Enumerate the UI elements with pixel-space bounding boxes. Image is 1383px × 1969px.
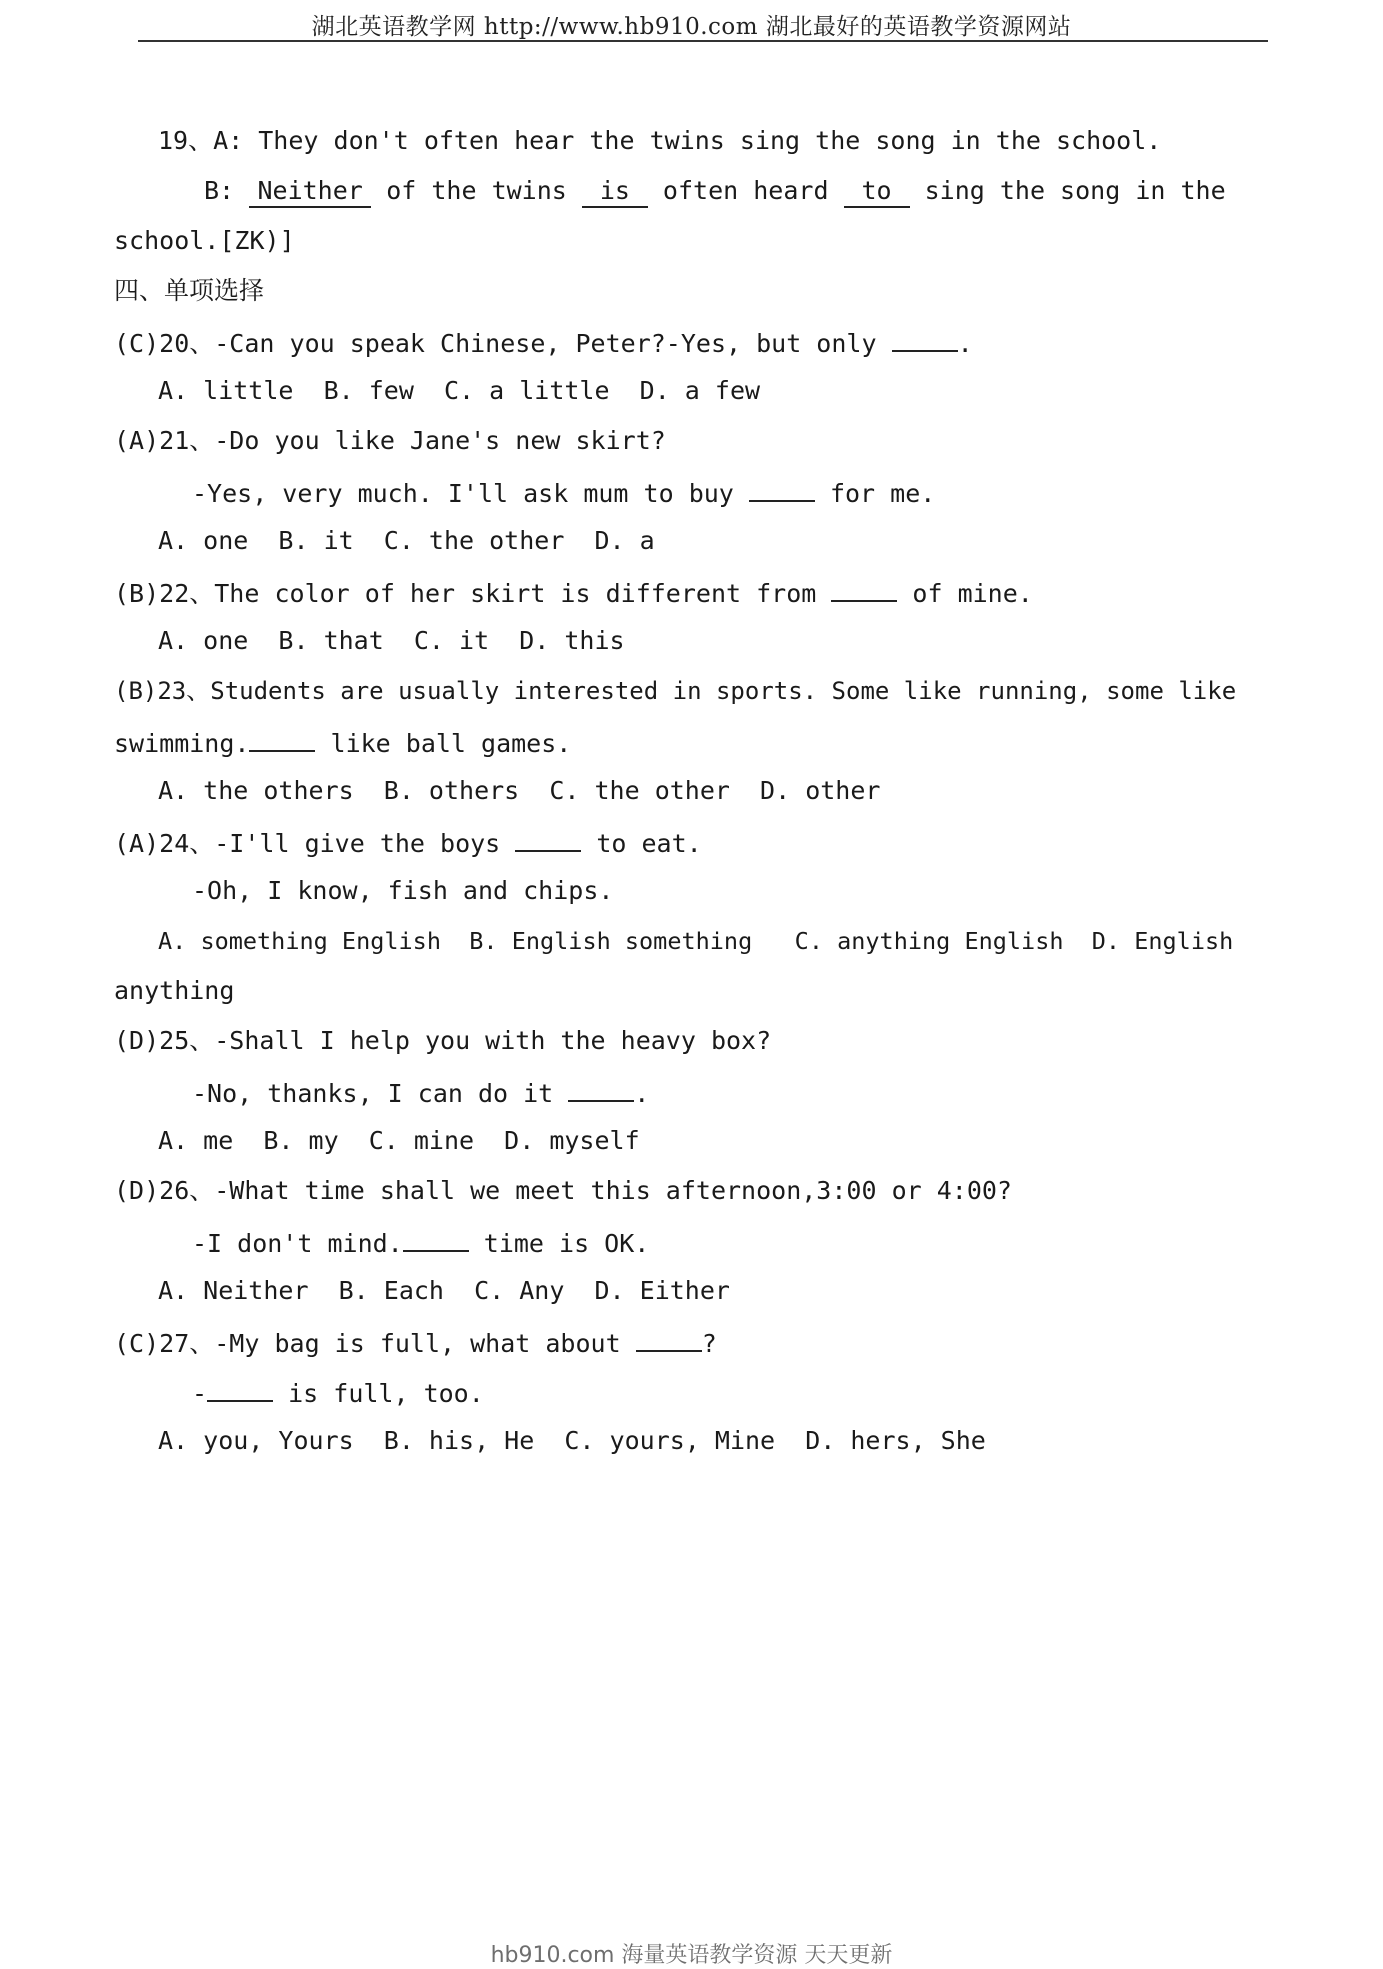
q22-options: A. one B. that C. it D. this: [158, 626, 625, 655]
q26-stem: (D)26、-What time shall we meet this afternoon,3:00 or 4:00?: [114, 1176, 1012, 1205]
q23-wrap-text: swimming.: [114, 729, 250, 758]
q24-stem: [114, 826, 702, 859]
q19-a-line: 19、A: They don't often hear the twins sing the song in the school.: [158, 126, 1162, 155]
q25-reply-end: .: [634, 1079, 650, 1108]
q27-options: A. you, Yours B. his, He C. yours, Mine D. hers, She: [158, 1426, 986, 1455]
q25-options: A. me B. my C. mine D. myself: [158, 1126, 640, 1155]
q27-blank-1: [636, 1326, 702, 1352]
q22-stem: [114, 576, 1033, 609]
q26-options: A. Neither B. Each C. Any D. Either: [158, 1276, 730, 1305]
q21-options: A. one B. it C. the other D. a: [158, 526, 655, 555]
q21-reply-end: for me.: [814, 479, 936, 508]
header-divider: [138, 40, 1268, 42]
q24-stem-end: to eat.: [581, 829, 702, 858]
q27-blank-2: [207, 1376, 273, 1402]
q26-blank: [403, 1226, 469, 1252]
q27-reply-dash: -: [192, 1379, 208, 1408]
q20-blank: [892, 326, 958, 352]
section-title: 四、单项选择: [114, 276, 265, 305]
q23-stem: (B)23、Students are usually interested in sports. Some like running, some like: [114, 677, 1237, 705]
page-header: 湖北英语教学网 http://www.hb910.com 湖北最好的英语教学资源网站: [311, 14, 1072, 40]
q20-stem: [114, 326, 973, 359]
q19-mid-1: of the twins: [371, 176, 582, 205]
q22-blank: [831, 576, 897, 602]
q25-blank: [568, 1076, 634, 1102]
q25-stem: (D)25、-Shall I help you with the heavy box?: [114, 1026, 772, 1055]
q23-wrap-end: like ball games.: [315, 729, 572, 758]
q22-stem-text: (B)22、The color of her skirt is different from: [114, 579, 832, 608]
q27-stem-end: ?: [701, 1329, 717, 1358]
q22-stem-end: of mine.: [897, 579, 1033, 608]
q20-stem-text: (C)20、-Can you speak Chinese, Peter?-Yes, but only: [114, 329, 892, 358]
q27-reply-end: is full, too.: [273, 1379, 484, 1408]
q25-reply: [192, 1076, 649, 1109]
page-footer: hb910.com 海量英语教学资源 天天更新: [490, 1943, 893, 1968]
q27-reply: [192, 1376, 484, 1409]
q27-stem-text: (C)27、-My bag is full, what about: [114, 1329, 636, 1358]
q26-reply-text: -I don't mind.: [192, 1229, 403, 1258]
q20-options: A. little B. few C. a little D. a few: [158, 376, 761, 405]
q19-answer-1: Neither: [249, 176, 371, 208]
q21-reply: [192, 476, 935, 509]
q19-mid-3: sing the song in the: [909, 176, 1226, 205]
q21-reply-text: -Yes, very much. I'll ask mum to buy: [192, 479, 749, 508]
q24-reply: -Oh, I know, fish and chips.: [192, 876, 614, 905]
q24-blank: [515, 826, 581, 852]
q25-reply-text: -No, thanks, I can do it: [192, 1079, 569, 1108]
q20-stem-end: .: [957, 329, 973, 358]
q19-b-prefix: B:: [204, 176, 250, 205]
q21-stem: (A)21、-Do you like Jane's new skirt?: [114, 426, 666, 455]
q21-blank: [749, 476, 815, 502]
q24-options: A. something English B. English something C. anything English D. English: [158, 927, 1234, 955]
q19-mid-2: often heard: [647, 176, 844, 205]
q19-b-line: [204, 176, 1226, 208]
q27-stem: [114, 1326, 717, 1359]
q23-blank: [249, 726, 315, 752]
q26-reply: [192, 1226, 649, 1259]
q19-answer-3: to: [844, 176, 910, 208]
q24-stem-text: (A)24、-I'll give the boys: [114, 829, 516, 858]
q24-wrap: anything: [114, 976, 235, 1005]
q19-answer-2: is: [582, 176, 648, 208]
q19-wrap: school.[ZK)]: [114, 226, 295, 255]
q26-reply-end: time is OK.: [468, 1229, 650, 1258]
q23-options: A. the others B. others C. the other D. other: [158, 776, 881, 805]
q23-wrap: [114, 726, 571, 759]
